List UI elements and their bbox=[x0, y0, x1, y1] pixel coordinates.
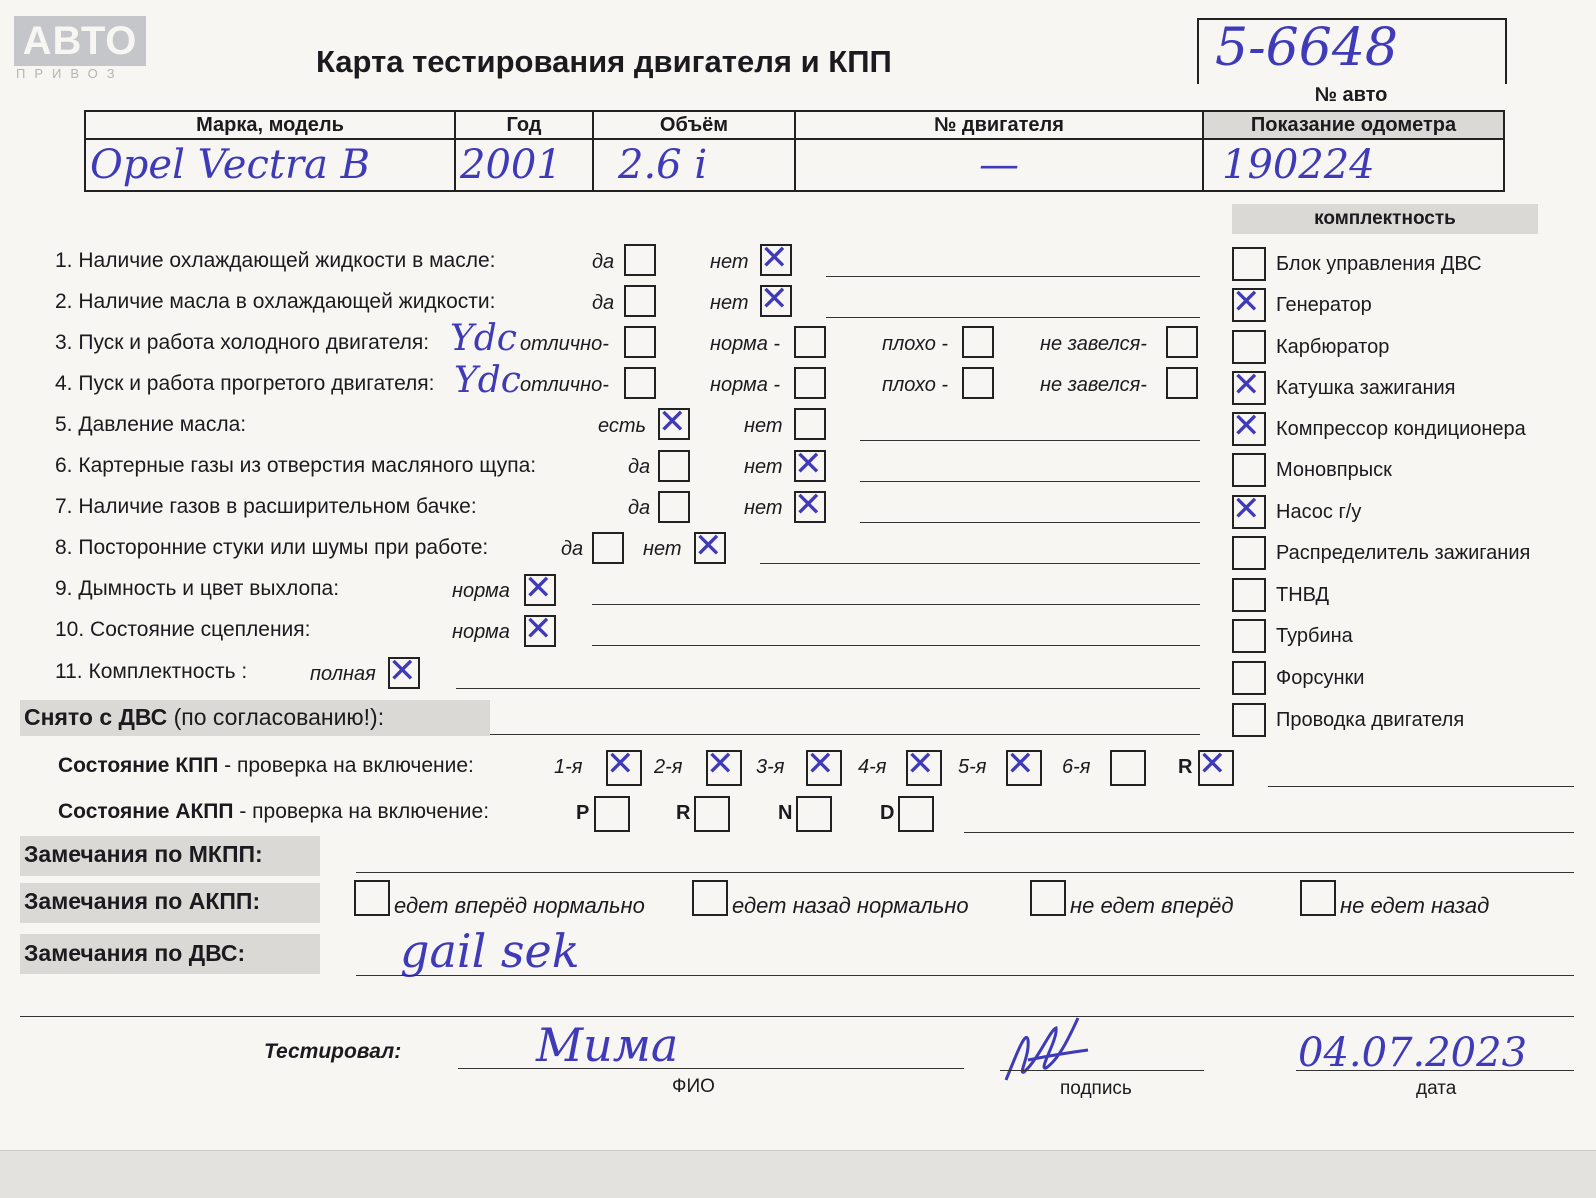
akpp-mode-checkbox[interactable] bbox=[796, 796, 832, 832]
q8-yes-label: да bbox=[561, 538, 584, 560]
engine-no-value: — bbox=[979, 142, 1019, 188]
remarks-dvs-line[interactable] bbox=[356, 975, 1574, 976]
avtoprivoz-logo: АВТО bbox=[14, 16, 146, 66]
auto-no-label: № авто bbox=[1314, 84, 1388, 106]
q7-no-checkbox[interactable] bbox=[794, 491, 826, 523]
akpp-forward-ok-label: едет вперёд нормально bbox=[394, 893, 645, 918]
q3-normal-label: норма - bbox=[710, 333, 781, 355]
akpp-backward-ok-label: едет назад нормально bbox=[732, 893, 969, 918]
q10-text: Состояние сцепления: bbox=[90, 618, 311, 641]
complectness-checkbox[interactable] bbox=[1232, 703, 1266, 737]
q2-text: Наличие масла в охлаждающей жидкости: bbox=[78, 290, 496, 313]
complectness-item-label: Насос г/у bbox=[1276, 501, 1362, 523]
q5-num: 5. bbox=[55, 413, 73, 436]
kpp-gear-label: 2-я bbox=[654, 756, 683, 778]
complectness-checkbox[interactable] bbox=[1232, 371, 1266, 405]
q4-text: Пуск и работа прогретого двигателя: bbox=[78, 372, 435, 395]
q6-notes-line[interactable] bbox=[860, 481, 1200, 482]
complectness-item-label: ТНВД bbox=[1276, 584, 1330, 606]
akpp-mode-label: R bbox=[676, 802, 691, 824]
akpp-no-backward-label: не едет назад bbox=[1340, 893, 1490, 918]
complectness-checkbox[interactable] bbox=[1232, 330, 1266, 364]
kpp-gear-label: 5-я bbox=[958, 756, 987, 778]
kpp-notes-line[interactable] bbox=[1268, 786, 1574, 787]
complectness-item-label: Блок управления ДВС bbox=[1276, 253, 1482, 275]
q3-excellent-checkbox[interactable] bbox=[624, 326, 656, 358]
col-engine-no: № двигателя bbox=[795, 111, 1203, 139]
volume-value: 2.6 i bbox=[618, 142, 708, 188]
q4-no-start-label: не завелся- bbox=[1040, 374, 1147, 396]
q9-notes-line[interactable] bbox=[592, 604, 1200, 605]
q4-bad-checkbox[interactable] bbox=[962, 367, 994, 399]
q8-no-label: нет bbox=[643, 538, 682, 560]
q8-text: Посторонние стуки или шумы при работе: bbox=[78, 536, 489, 559]
q7-yes-label: да bbox=[628, 497, 651, 519]
q1-no-label: нет bbox=[710, 251, 749, 273]
q9-num: 9. bbox=[55, 577, 73, 600]
q11-notes-line[interactable] bbox=[456, 688, 1200, 689]
complectness-item-label: Карбюратор bbox=[1276, 336, 1390, 358]
q1-yes-label: да bbox=[592, 251, 615, 273]
akpp-mode-label: P bbox=[576, 802, 590, 824]
complectness-item-label: Форсунки bbox=[1276, 667, 1365, 689]
remarks-akpp-label: Замечания по АКПП: bbox=[24, 888, 261, 914]
q3-no-start-checkbox[interactable] bbox=[1166, 326, 1198, 358]
remarks-dvs-label: Замечания по ДВС: bbox=[24, 940, 246, 966]
q1-text: Наличие охлаждающей жидкости в масле: bbox=[78, 249, 496, 272]
complectness-checkbox[interactable] bbox=[1232, 247, 1266, 281]
q2-no-label: нет bbox=[710, 292, 749, 314]
q3-handwritten: Ydc bbox=[450, 318, 517, 359]
q1-yes-checkbox[interactable] bbox=[624, 244, 656, 276]
q9-normal-label: норма bbox=[452, 580, 510, 602]
complectness-item-label: Распределитель зажигания bbox=[1276, 542, 1531, 564]
complectness-checkbox[interactable] bbox=[1232, 578, 1266, 612]
akpp-note: - проверка на включение: bbox=[239, 800, 490, 823]
kpp-gear-checkbox[interactable] bbox=[706, 750, 742, 786]
q9-normal-checkbox[interactable] bbox=[524, 574, 556, 606]
complectness-item-label: Компрессор кондиционера bbox=[1276, 418, 1526, 440]
q8-num: 8. bbox=[55, 536, 73, 559]
akpp-no-forward-label: не едет вперёд bbox=[1070, 893, 1234, 918]
q1-notes-line[interactable] bbox=[826, 276, 1200, 277]
page-title: Карта тестирования двигателя и КПП bbox=[316, 44, 892, 79]
removed-line[interactable] bbox=[490, 734, 1200, 735]
q3-excellent-label: отлично- bbox=[520, 333, 609, 355]
complectness-item-label: Моновпрыск bbox=[1276, 459, 1392, 481]
complectness-checkbox[interactable] bbox=[1232, 661, 1266, 695]
q2-notes-line[interactable] bbox=[826, 317, 1200, 318]
remarks-dvs-value: gail sek bbox=[400, 924, 580, 978]
tested-by-label: Тестировал: bbox=[264, 1040, 402, 1063]
q4-handwritten: Ydc bbox=[454, 360, 521, 401]
remarks-extra-line[interactable] bbox=[20, 1016, 1574, 1017]
kpp-gear-checkbox[interactable] bbox=[806, 750, 842, 786]
q11-text: Комплектность : bbox=[88, 660, 248, 683]
akpp-mode-checkbox[interactable] bbox=[898, 796, 934, 832]
auto-no-value: 5-6648 bbox=[1215, 18, 1398, 78]
akpp-mode-label: N bbox=[778, 802, 793, 824]
col-odometer: Показание одометра bbox=[1203, 111, 1504, 139]
q2-no-checkbox[interactable] bbox=[760, 285, 792, 317]
q7-num: 7. bbox=[55, 495, 73, 518]
col-model: Марка, модель bbox=[85, 111, 455, 139]
odometer-value: 190224 bbox=[1222, 142, 1375, 188]
removed-note: (по согласованию!): bbox=[173, 704, 385, 730]
q4-excellent-checkbox[interactable] bbox=[624, 367, 656, 399]
q7-no-label: нет bbox=[744, 497, 783, 519]
q1-no-checkbox[interactable] bbox=[760, 244, 792, 276]
complectness-item-label: Катушка зажигания bbox=[1276, 377, 1456, 399]
q4-normal-label: норма - bbox=[710, 374, 781, 396]
tester-name-line[interactable] bbox=[458, 1068, 964, 1069]
complectness-checkbox[interactable] bbox=[1232, 288, 1266, 322]
complectness-checkbox[interactable] bbox=[1232, 536, 1266, 570]
akpp-label: Состояние АКПП bbox=[58, 800, 234, 823]
q8-no-checkbox[interactable] bbox=[694, 532, 726, 564]
akpp-forward-ok-checkbox[interactable] bbox=[354, 880, 390, 916]
akpp-notes-line[interactable] bbox=[964, 832, 1574, 833]
q10-normal-label: норма bbox=[452, 621, 510, 643]
col-volume: Объём bbox=[593, 111, 795, 139]
avtoprivoz-logo-sub: ПРИВОЗ bbox=[16, 66, 124, 81]
tester-name-value: Мима bbox=[536, 1018, 679, 1072]
q4-num: 4. bbox=[55, 372, 73, 395]
q7-text: Наличие газов в расширительном бачке: bbox=[78, 495, 477, 518]
akpp-backward-ok-checkbox[interactable] bbox=[692, 880, 728, 916]
q6-yes-label: да bbox=[628, 456, 651, 478]
akpp-mode-checkbox[interactable] bbox=[694, 796, 730, 832]
akpp-mode-label: D bbox=[880, 802, 895, 824]
model-value: Opel Vectra B bbox=[90, 142, 371, 188]
q5-yes-checkbox[interactable] bbox=[658, 408, 690, 440]
q3-num: 3. bbox=[55, 331, 73, 354]
q4-normal-checkbox[interactable] bbox=[794, 367, 826, 399]
q3-no-start-label: не завелся- bbox=[1040, 333, 1147, 355]
q7-notes-line[interactable] bbox=[860, 522, 1200, 523]
year-value: 2001 bbox=[460, 142, 562, 188]
kpp-gear-checkbox[interactable] bbox=[606, 750, 642, 786]
q3-normal-checkbox[interactable] bbox=[794, 326, 826, 358]
kpp-gear-label: 6-я bbox=[1062, 756, 1091, 778]
date-value: 04.07.2023 bbox=[1298, 1030, 1528, 1076]
q5-yes-label: есть bbox=[598, 415, 647, 437]
kpp-gear-label: 4-я bbox=[858, 756, 887, 778]
q5-no-label: нет bbox=[744, 415, 783, 437]
q11-full-checkbox[interactable] bbox=[388, 657, 420, 689]
complectness-title: комплектность bbox=[1232, 204, 1538, 234]
kpp-note: - проверка на включение: bbox=[224, 754, 474, 777]
q5-text: Давление масла: bbox=[78, 413, 247, 436]
col-year: Год bbox=[455, 111, 593, 139]
remarks-mkpp-line[interactable] bbox=[356, 872, 1574, 873]
q4-excellent-label: отлично- bbox=[520, 374, 609, 396]
q11-num: 11. bbox=[55, 660, 83, 683]
complectness-item-label: Генератор bbox=[1276, 294, 1372, 316]
akpp-no-backward-checkbox[interactable] bbox=[1300, 880, 1336, 916]
q11-full-label: полная bbox=[310, 663, 376, 685]
q3-bad-checkbox[interactable] bbox=[962, 326, 994, 358]
kpp-gear-checkbox[interactable] bbox=[1198, 750, 1234, 786]
q4-no-start-checkbox[interactable] bbox=[1166, 367, 1198, 399]
q10-notes-line[interactable] bbox=[592, 645, 1200, 646]
q8-notes-line[interactable] bbox=[760, 563, 1200, 564]
kpp-gear-checkbox[interactable] bbox=[906, 750, 942, 786]
q6-no-checkbox[interactable] bbox=[794, 450, 826, 482]
q2-num: 2. bbox=[55, 290, 73, 313]
complectness-checkbox[interactable] bbox=[1232, 453, 1266, 487]
q3-bad-label: плохо - bbox=[882, 333, 949, 355]
q9-text: Дымность и цвет выхлопа: bbox=[78, 577, 340, 600]
vehicle-info-table bbox=[84, 110, 1505, 192]
q4-bad-label: плохо - bbox=[882, 374, 949, 396]
date-caption: дата bbox=[1416, 1078, 1457, 1099]
kpp-gear-label: 1-я bbox=[554, 756, 583, 778]
kpp-gear-label: 3-я bbox=[756, 756, 785, 778]
q6-no-label: нет bbox=[744, 456, 783, 478]
akpp-no-forward-checkbox[interactable] bbox=[1030, 880, 1066, 916]
q5-notes-line[interactable] bbox=[860, 440, 1200, 441]
q3-text: Пуск и работа холодного двигателя: bbox=[78, 331, 430, 354]
q2-yes-checkbox[interactable] bbox=[624, 285, 656, 317]
kpp-gear-checkbox[interactable] bbox=[1110, 750, 1146, 786]
remarks-mkpp-label: Замечания по МКПП: bbox=[24, 841, 263, 867]
q8-yes-checkbox[interactable] bbox=[592, 532, 624, 564]
paper-edge bbox=[0, 1150, 1596, 1198]
q1-num: 1. bbox=[55, 249, 73, 272]
complectness-checkbox[interactable] bbox=[1232, 619, 1266, 653]
q10-normal-checkbox[interactable] bbox=[524, 615, 556, 647]
kpp-gear-checkbox[interactable] bbox=[1006, 750, 1042, 786]
date-line[interactable] bbox=[1296, 1070, 1574, 1071]
complectness-item-label: Турбина bbox=[1276, 625, 1353, 647]
akpp-mode-checkbox[interactable] bbox=[594, 796, 630, 832]
q6-yes-checkbox[interactable] bbox=[658, 450, 690, 482]
complectness-checkbox[interactable] bbox=[1232, 412, 1266, 446]
complectness-checkbox[interactable] bbox=[1232, 495, 1266, 529]
signature-caption: подпись bbox=[1060, 1078, 1132, 1099]
q10-num: 10. bbox=[55, 618, 85, 641]
q2-yes-label: да bbox=[592, 292, 615, 314]
removed-label: Снято с ДВС bbox=[24, 704, 168, 730]
fio-caption: ФИО bbox=[672, 1076, 715, 1097]
q7-yes-checkbox[interactable] bbox=[658, 491, 690, 523]
complectness-item-label: Проводка двигателя bbox=[1276, 709, 1465, 731]
kpp-label: Состояние КПП bbox=[58, 754, 219, 777]
kpp-gear-label: R bbox=[1178, 756, 1193, 778]
q6-num: 6. bbox=[55, 454, 73, 477]
signature-line[interactable] bbox=[1000, 1070, 1204, 1071]
q5-no-checkbox[interactable] bbox=[794, 408, 826, 440]
q6-text: Картерные газы из отверстия масляного щупа: bbox=[78, 454, 537, 477]
